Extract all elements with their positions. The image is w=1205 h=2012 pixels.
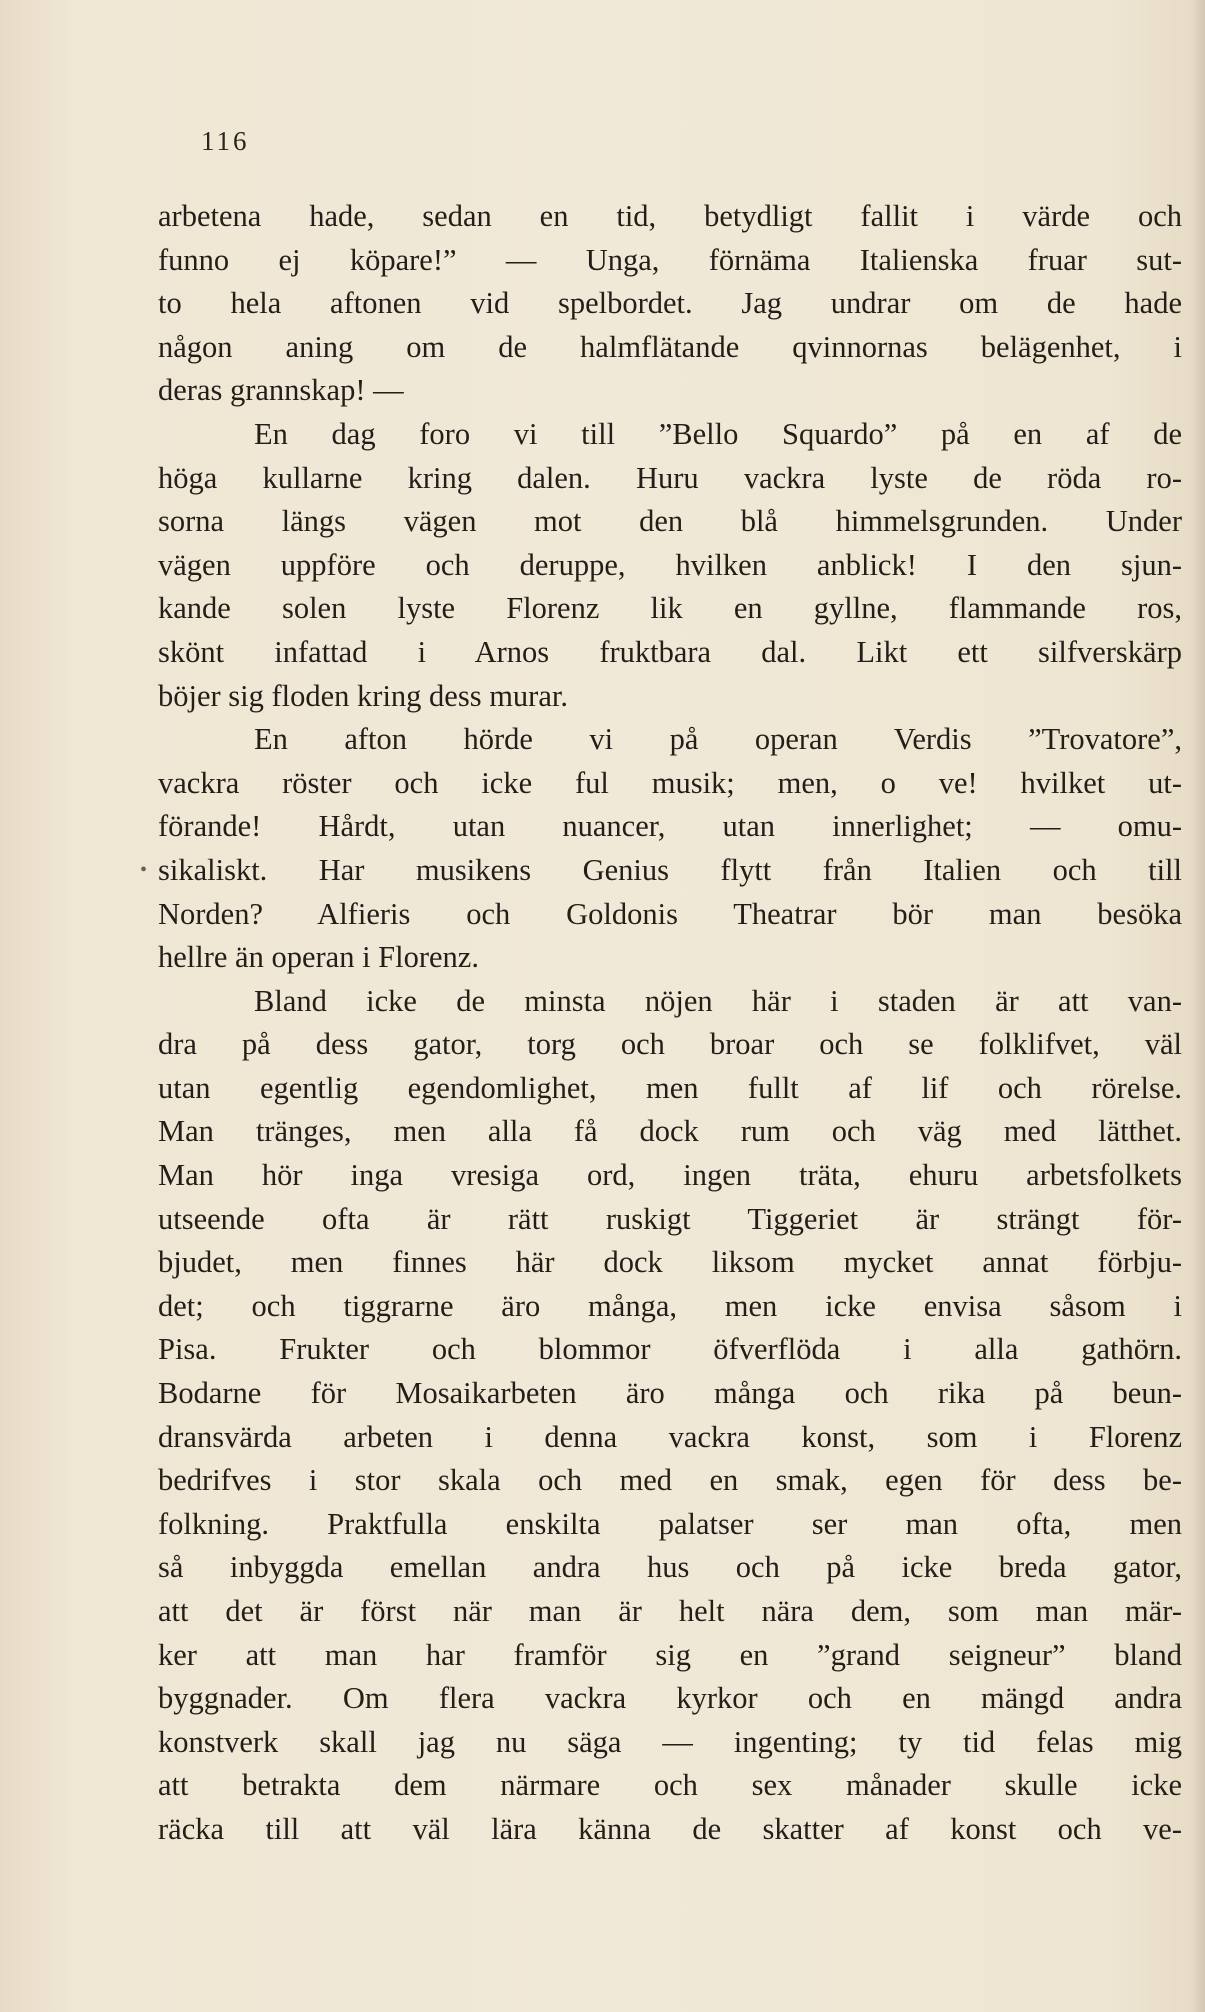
body-text [158,195,1182,1852]
text-line: folkning. Praktfulla enskilta palatser ser man ofta, men [158,1506,1182,1541]
text-line: konstverk skall jag nu säga — ingenting; ty tid felas mig [158,1724,1182,1759]
text-line: Norden? Alfieris och Goldonis Theatrar bör man besöka [158,896,1182,931]
text-line: byggnader. Om flera vackra kyrkor och en mängd andra [158,1681,1182,1716]
text-line: Bodarne för Mosaikarbeten äro många och rika på beun- [158,1376,1182,1411]
text-line: Man hör inga vresiga ord, ingen träta, ehuru arbetsfolkets [158,1158,1182,1193]
text-line: sikaliskt. Har musikens Genius flytt från Italien och till [158,852,1182,887]
text-line: hellre än operan i Florenz. [158,940,479,975]
text-line: förande! Hårdt, utan nuancer, utan innerlighet; — omu- [158,809,1182,844]
text-line: kande solen lyste Florenz lik en gyllne, flammande ros, [158,591,1182,626]
text-line: räcka till att väl lära känna de skatter af konst och ve- [158,1811,1182,1846]
text-line: arbetena hade, sedan en tid, betydligt fallit i värde och [158,199,1182,233]
paragraph-start-line: Bland icke de minsta nöjen här i staden är att van- [254,983,1182,1018]
page-edge-shadow [1191,0,1205,2012]
text-line: det; och tiggrarne äro många, men icke envisa såsom i [158,1288,1182,1323]
text-line: ker att man har framför sig en ”grand seigneur” bland [158,1637,1182,1672]
text-line: dra på dess gator, torg och broar och se folklifvet, väl [158,1027,1182,1062]
text-line: sorna längs vägen mot den blå himmelsgrunden. Under [158,504,1182,539]
text-line: to hela aftonen vid spelbordet. Jag undrar om de hade [158,286,1182,321]
text-line: vackra röster och icke ful musik; men, o ve! hvilket ut- [158,765,1182,800]
text-line: så inbyggda emellan andra hus och på icke breda gator, [158,1550,1182,1585]
text-line: bjudet, men finnes här dock liksom mycket annat förbju- [158,1245,1182,1280]
text-line: att det är först när man är helt nära dem, som man mär- [158,1594,1182,1628]
text-line: bedrifves i stor skala och med en smak, egen för dess be- [158,1463,1182,1498]
text-line: böjer sig floden kring dess murar. [158,678,568,713]
text-line: Man tränges, men alla få dock rum och väg med lätthet. [158,1114,1182,1149]
text-line: vägen uppföre och deruppe, hvilken anblick! I den sjun- [158,547,1182,582]
text-line: någon aning om de halmflätande qvinnornas belägenhet, i [158,329,1182,364]
text-line: att betrakta dem närmare och sex månader skulle icke [158,1768,1182,1803]
text-line: höga kullarne kring dalen. Huru vackra lyste de röda ro- [158,460,1182,495]
margin-mark: • [140,859,148,881]
paragraph-start-line: En dag foro vi till ”Bello Squardo” på en af de [254,416,1182,451]
text-line: funno ej köpare!” — Unga, förnäma Italienska fruar sut- [158,242,1182,277]
text-line: utan egentlig egendomlighet, men fullt af lif och rörelse. [158,1070,1182,1105]
text-line: skönt infattad i Arnos fruktbara dal. Likt ett silfverskärp [158,634,1182,669]
text-line: dransvärda arbeten i denna vackra konst, som i Florenz [158,1419,1182,1454]
page-number: 116 [201,126,250,156]
text-line: Pisa. Frukter och blommor öfverflöda i alla gathörn. [158,1332,1182,1367]
paragraph-start-line: En afton hörde vi på operan Verdis ”Trovatore”, [254,722,1182,757]
text-line: deras grannskap! — [158,373,404,408]
text-line: utseende ofta är rätt ruskigt Tiggeriet är strängt för- [158,1201,1182,1236]
